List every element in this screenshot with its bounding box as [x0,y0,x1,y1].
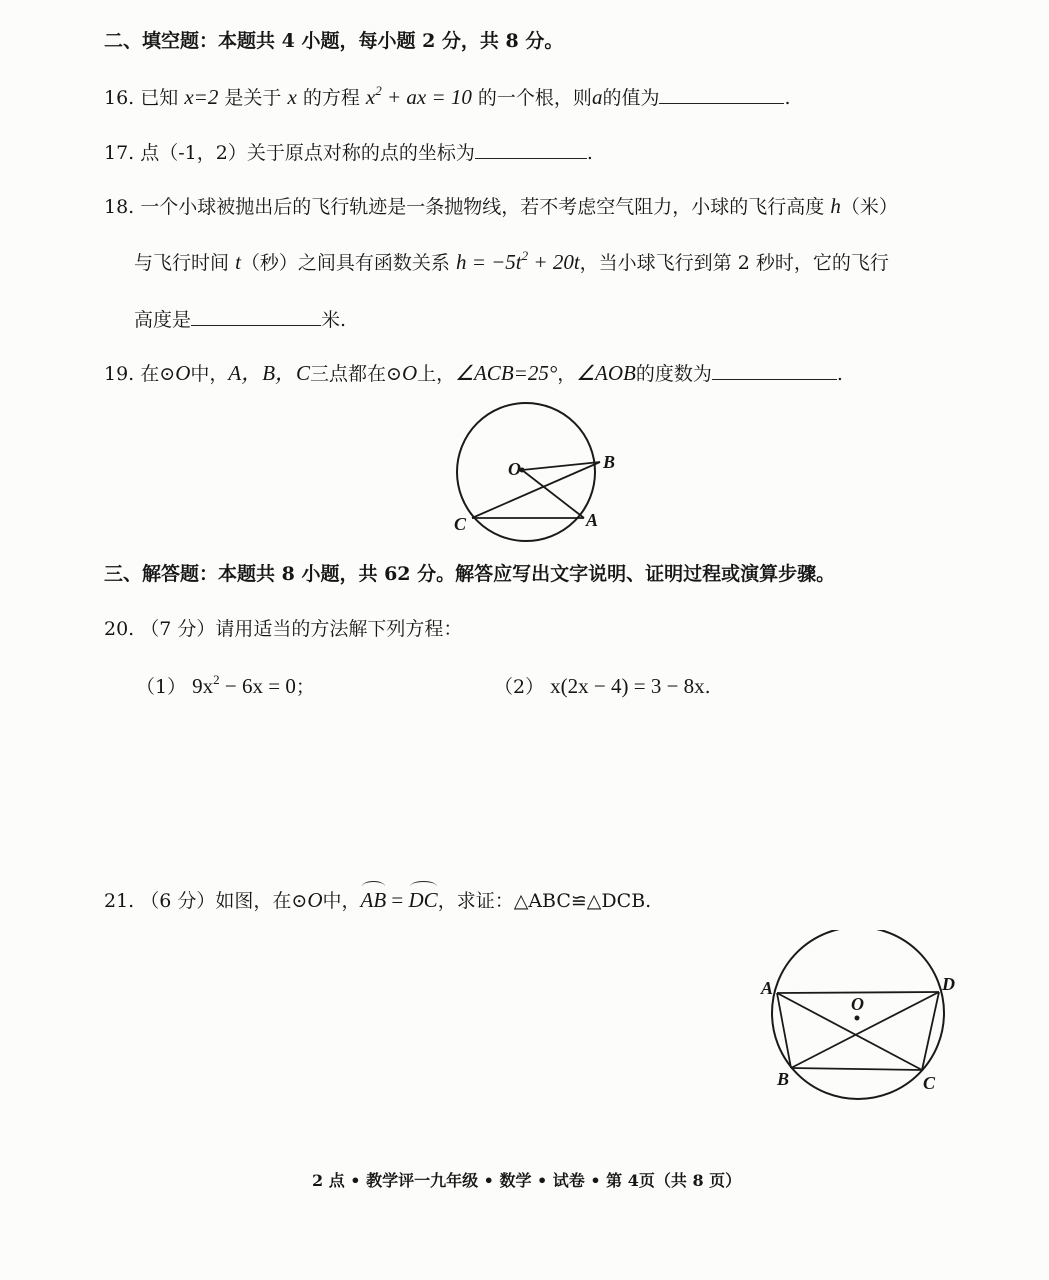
q19-label-a: A [586,510,599,530]
q16-equation: $x^2$ + ax = 10 [365,83,472,109]
q21-segment-bc [791,1068,922,1070]
q18-number: 18. [104,196,135,218]
question-18-line-1: 18. 一个小球被抛出后的飞行轨迹是一条抛物线，若不考虑空气阻力，小球的飞行高度 h（米） [104,194,898,218]
arc-ab: AB [360,888,387,912]
q19-label-o: O [508,459,521,479]
q16-answer-blank[interactable] [659,83,784,104]
q19-number: 19. [104,363,135,385]
q19-circle-figure [440,400,630,550]
q19-label-c: C [454,514,467,534]
q20-equation-1: $9x^2 - 6x = 0$ [192,672,296,698]
arc-dc: DC [408,888,438,912]
q20-number: 20. [104,618,135,640]
section-2-heading: 二、填空题：本题共 4 小题，每小题 2 分，共 8 分。 [104,30,564,52]
q21-segment-ac [777,993,922,1070]
question-21: 21. （6 分）如图，在⊙O中，AB = DC，求证：△ABC≌△DCB. [104,888,652,912]
q20-part-2: （2） x(2x − 4) = 3 − 8x. [494,674,711,698]
q21-label-a: A [761,978,774,998]
question-18-line-2: 与飞行时间 t（秒）之间具有函数关系 $h = -5t^2 + 20t$，当小球飞行到第 2 秒时，它的飞行 [134,248,889,274]
q21-circle-figure [755,930,970,1100]
question-16: 16. 已知 x=2 是关于 x 的方程 $x^2$ + ax = 10 的一个根，则a的值为 . [104,83,791,109]
q21-segment-db [791,992,939,1068]
q20-equation-2: x(2x − 4) = 3 − 8x [550,674,705,698]
section-3-heading: 三、解答题：本题共 8 小题，共 62 分。解答应写出文字说明、证明过程或演算步骤。 [104,563,836,585]
q21-number: 21. [104,890,135,912]
q18-function: $h = -5t^2 + 20t$ [455,248,580,274]
q17-answer-blank[interactable] [475,138,587,159]
q21-label-o: O [851,994,864,1014]
q18-answer-blank[interactable] [191,305,321,326]
q21-circle [772,930,944,1099]
q19-segment-oa [522,470,584,518]
q21-label-c: C [923,1073,936,1093]
q21-segment-ad [777,992,939,993]
page-footer: 2 点 • 教学评一九年级 • 数学 • 试卷 • 第 4页（共 8 页） [312,1171,742,1190]
q21-center-dot [855,1016,860,1021]
question-19: 19. 在⊙O中，A，B，C三点都在⊙O上，∠ACB=25°，∠AOB的度数为 . [104,361,843,385]
q16-number: 16. [104,87,135,109]
q20-part-1: （1） $9x^2 - 6x = 0$； [136,672,315,698]
q21-label-d: D [942,974,955,994]
question-17: 17. 点（-1，2）关于原点对称的点的坐标为 . [104,138,593,166]
q17-number: 17. [104,142,135,164]
question-18-line-3: 高度是 米. [134,305,346,333]
q21-label-b: B [777,1069,790,1089]
q19-segment-bc [472,462,600,518]
question-20: 20. （7 分）请用适当的方法解下列方程： [104,618,463,640]
q19-answer-blank[interactable] [712,359,837,380]
q19-segment-ob [522,462,600,470]
q19-label-b: B [603,452,616,472]
